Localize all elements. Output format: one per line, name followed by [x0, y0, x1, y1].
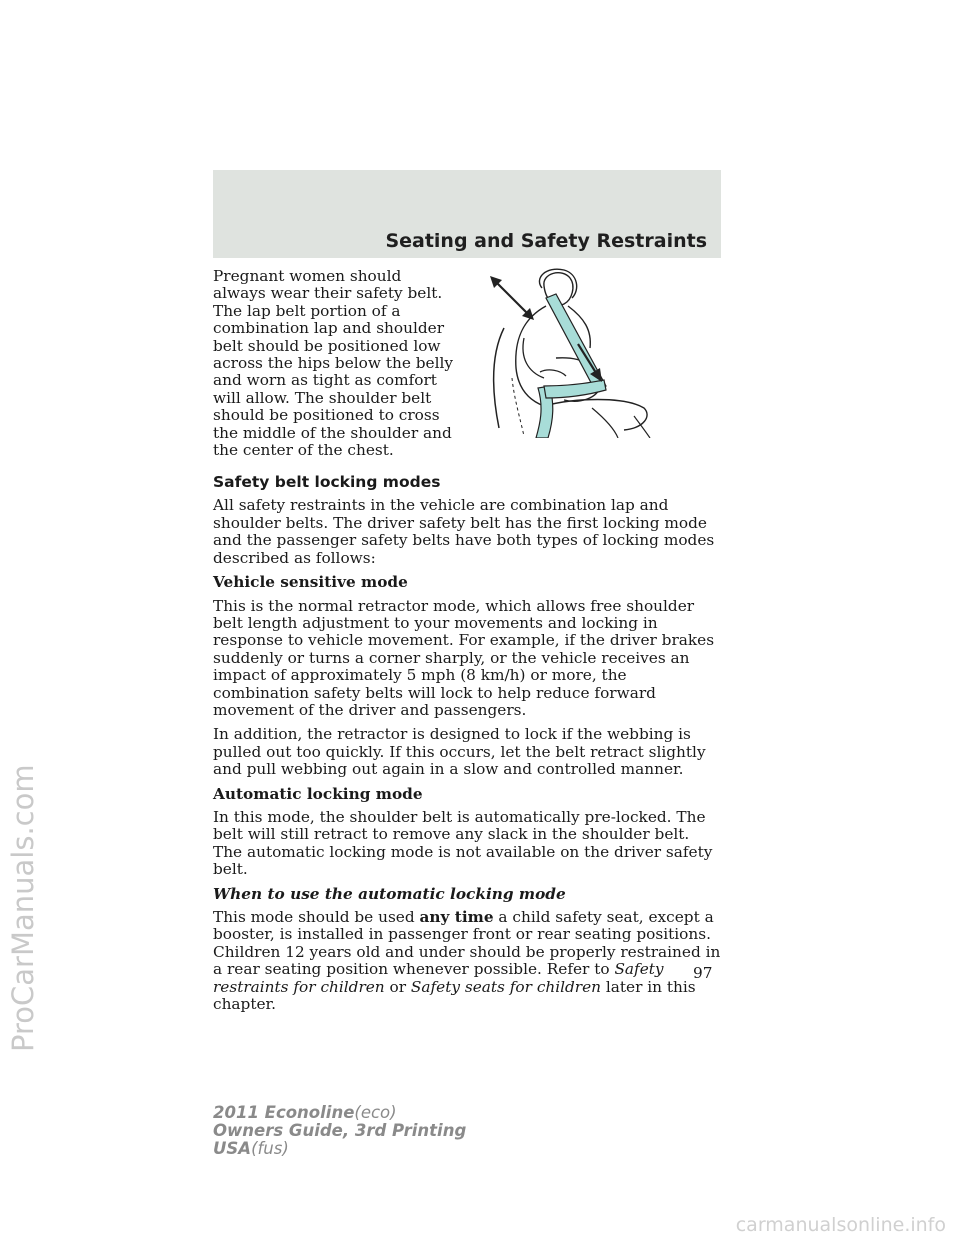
watermark: ProCarManuals.com: [6, 764, 40, 1052]
paragraph-when-to-use: [213, 909, 721, 1013]
page-number: 97: [693, 964, 713, 982]
reference-safety-restraints: Safety restraints for children: [213, 960, 664, 996]
paragraph-vehicle-1: This is the normal retractor mode, which allows free shoulder belt length adjustment to your movements and locking in response to vehicle movement. For example, if the driver brakes suddenly or turns a corner sharply, or the vehicle receives an impact of approximately 5 mph (8 km/h) or more, the combination safety belts will lock to help reduce forward movement of the driver and passengers.: [213, 596, 715, 719]
heading-when-to-use: When to use the automatic locking mode: [213, 884, 566, 903]
text-span: or: [384, 977, 411, 996]
heading-locking-modes: Safety belt locking modes: [213, 473, 441, 492]
footer-model: 2011 Econoline: [213, 1103, 355, 1122]
paragraph-automatic-1: In this mode, the shoulder belt is automatically pre-locked. The belt will still retract to remove any slack in the shoulder belt. The automatic locking mode is not available on the driver safety belt.: [213, 807, 713, 879]
section-title: Seating and Safety Restraints: [385, 230, 707, 252]
emphasis-any-time: any time: [419, 908, 494, 926]
document-footer: [213, 1104, 466, 1158]
heading-vehicle-sensitive: Vehicle sensitive mode: [213, 573, 408, 592]
paragraph-vehicle-2: In addition, the retractor is designed to lock if the webbing is pulled out too quickly. If this occurs, let the belt retract slightly and pull webbing out again in a slow and controlled manner.: [213, 725, 706, 779]
text-span: This mode should be used: [213, 908, 420, 926]
intro-paragraph: Pregnant women should always wear their safety belt. The lap belt portion of a combination lap and shoulder belt should be positioned low across the hips below the belly and worn as tight as comfort will allow. The shoulder belt should be positioned to cross the middle of the shoulder and the center of the chest.: [213, 267, 454, 460]
section-header-band: [213, 170, 721, 258]
page-content: [213, 268, 721, 1020]
footer-guide: Owners Guide, 3rd Printing: [213, 1121, 467, 1140]
text-span: later in this chapter.: [213, 977, 696, 1014]
site-watermark: carmanualsonline.info: [735, 1214, 946, 1236]
footer-model-code: (eco): [354, 1103, 397, 1122]
text-span: a child safety seat, except a booster, is installed in passenger front or rear seating positions. Children 12 years old and under should be properly restrained in a rear seating position whenever possible. Refer to: [213, 908, 721, 979]
footer-region: USA: [213, 1139, 252, 1158]
footer-region-code: (fus): [251, 1139, 289, 1158]
heading-automatic-locking: Automatic locking mode: [213, 784, 423, 803]
pregnant-woman-seatbelt-illustration: [484, 268, 662, 438]
reference-safety-seats: Safety seats for children: [410, 977, 602, 996]
paragraph-locking-intro: All safety restraints in the vehicle are combination lap and shoulder belts. The driver safety belt has the first locking mode and the passenger safety belts have both types of locking modes described as follows:: [213, 496, 715, 567]
